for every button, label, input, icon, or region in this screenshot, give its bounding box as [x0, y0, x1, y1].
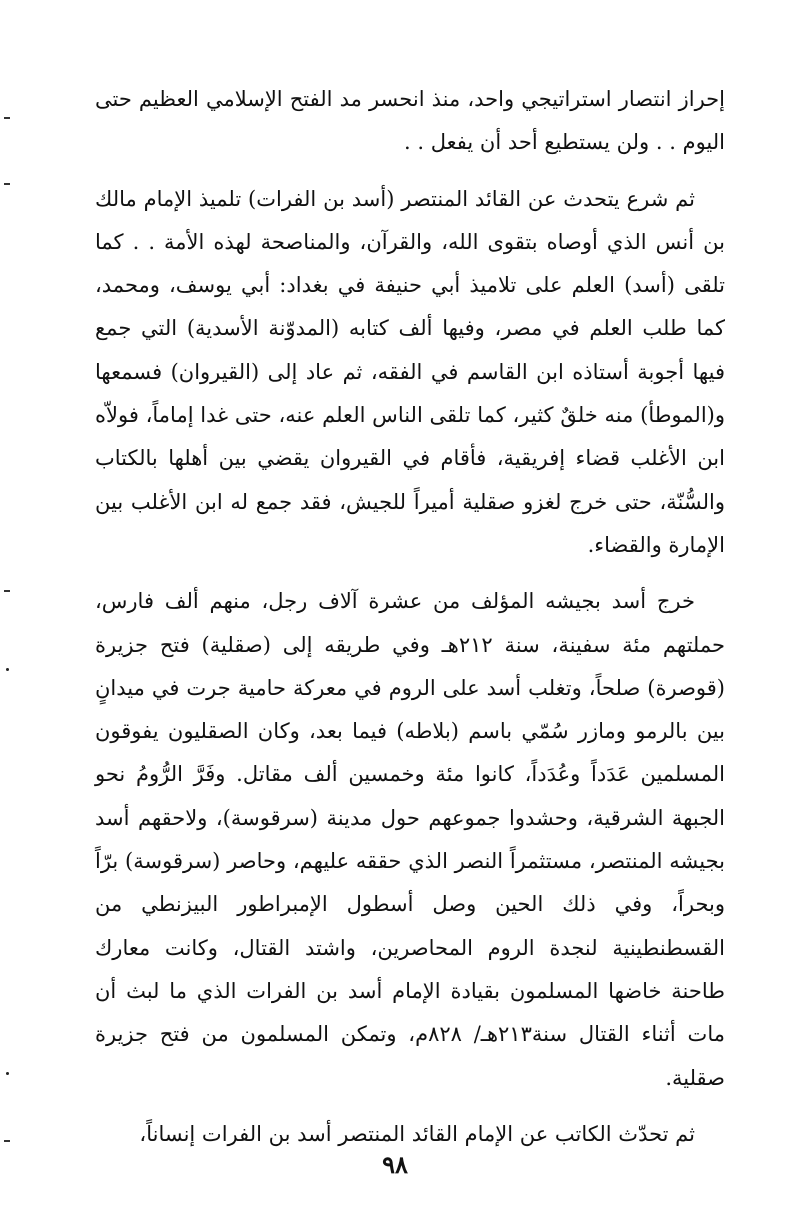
scan-edge-mark [4, 1140, 10, 1142]
scan-edge-dot [6, 1072, 9, 1075]
scan-edge-mark [4, 590, 10, 592]
scan-edge-mark [4, 183, 10, 185]
scan-edge-dot [6, 668, 9, 671]
paragraph: ثم تحدّث الكاتب عن الإمام القائد المنتصر أسد بن الفرات إنساناً، [139, 1121, 695, 1146]
paragraph: ثم شرع يتحدث عن القائد المنتصر (أسد بن الفرات) تلميذ الإمام مالك بن أنس الذي أوصاه بتقوى الله، والقرآن، والمناصحة لهذه الأمة . . كما تلقى (أسد) العلم على تلاميذ أبي حنيفة في بغداد: أبي يوسف، ومحمد، كما طلب العلم في مصر، وفيها ألف كتابه (المدوّنة الأسدية) التي جمع فيها أجوبة أستاذه ابن القاسم في الفقه، ثم عاد إلى (القيروان) فسمعها و(الموطأ) منه خلقٌ كثير، كما تلقى الناس العلم عنه، حتى غدا إماماً، فولاّه ابن الأغلب قضاء إفريقية، فأقام في القيروان يقضي بين أهلها بالكتاب والسُّنّة، حتى خرج لغزو صقلية أميراً للجيش، فقد جمع له ابن الأغلب بين الإمارة والقضاء. [95, 186, 725, 557]
page-number: ٩٨ [382, 1150, 408, 1179]
scan-edge-mark [4, 117, 10, 119]
paragraph: إحراز انتصار استراتيجي واحد، منذ انحسر مد الفتح الإسلامي العظيم حتى اليوم . . ولن يستطيع أحد أن يفعل . . [95, 87, 725, 155]
paragraph: خرج أسد بجيشه المؤلف من عشرة آلاف رجل، منهم ألف فارس، حملتهم مئة سفينة، سنة ٢١٢هـ وفي طريقه إلى (صقلية) فتح جزيرة (قوصرة) صلحاً، وتغلب أسد على الروم في معركة حامية جرت في ميدانٍ بين بالرمو ومازر سُمّي باسم (بلاطه) فيما بعد، وكان الصقليون يفوقون المسلمين عَدَداً وعُدَداً، كانوا مئة وخمسين ألف مقاتل. وفَرَّ الرُّومُ نحو الجبهة الشرقية، وحشدوا جموعهم حول مدينة (سرقوسة)، ولاحقهم أسد بجيشه المنتصر، مستثمراً النصر الذي حققه عليهم، وحاصر (سرقوسة) برّاً وبحراً، وفي ذلك الحين وصل أسطول الإمبراطور البيزنطي من القسطنطينية لنجدة الروم المحاصرين، واشتد القتال، وكانت معارك طاحنة خاضها المسلمون بقيادة الإمام أسد بن الفرات الذي ما لبث أن مات أثناء القتال سنة٢١٣هـ/ ٨٢٨م، وتمكن المسلمون من فتح جزيرة صقلية. [95, 589, 726, 1090]
body-text [95, 78, 725, 1156]
